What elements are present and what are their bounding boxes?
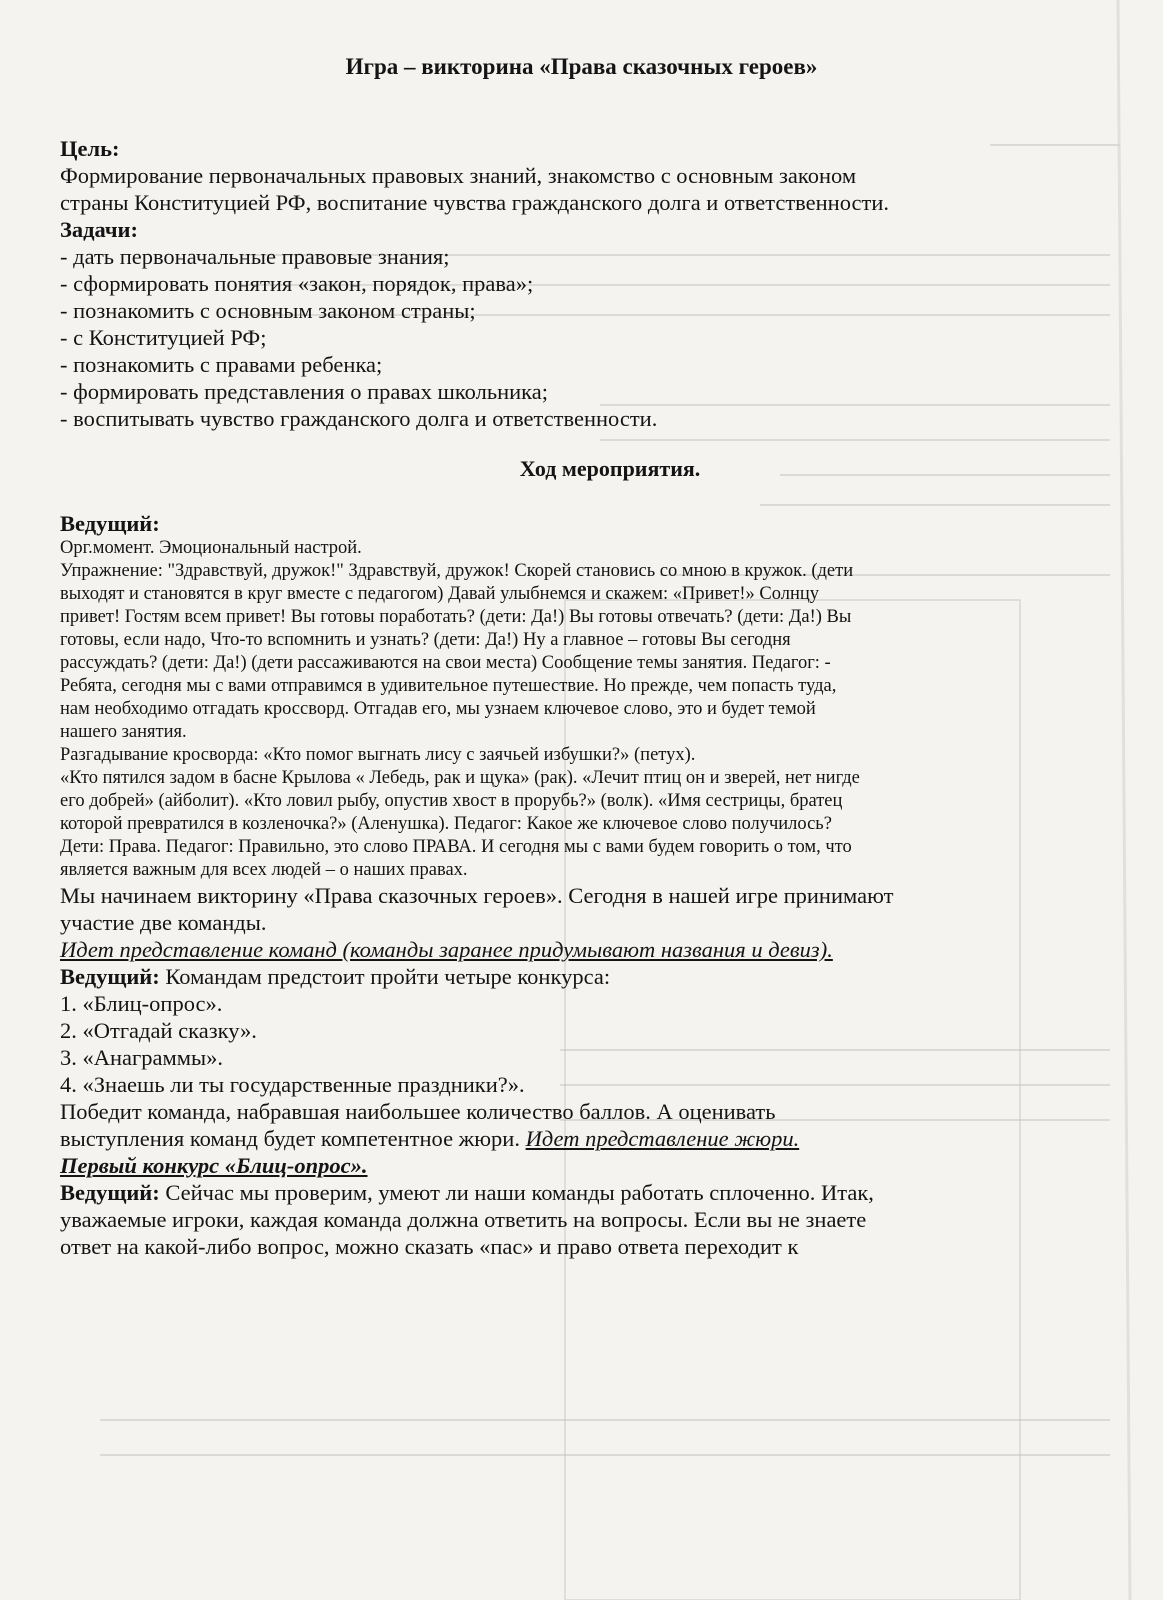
contest-item: 3. «Анаграммы». [60, 1045, 223, 1070]
winner-text: выступления команд будет компетентное жюри. [60, 1126, 526, 1151]
contest-item: 4. «Знаешь ли ты государственные праздники?». [60, 1072, 525, 1097]
script-line: «Кто пятился задом в басне Крылова « Лебедь, рак и щука» (рак). «Лечит птиц он и зверей, нет нигде [60, 768, 860, 788]
contest-item: 1. «Блиц-опрос». [60, 991, 223, 1016]
script-line: является важным для всех людей – о наших правах. [60, 860, 468, 880]
script-line: Орг.момент. Эмоциональный настрой. [60, 538, 362, 558]
goal-heading: Цель: [60, 136, 120, 161]
script-line: выходят и становятся в круг вместе с педагогом) Давай улыбнемся и скажем: «Привет!» Солнцу [60, 584, 820, 604]
script-line: Дети: Права. Педагог: Правильно, это слово ПРАВА. И сегодня мы с вами будем говорить о том, что [60, 837, 852, 857]
host-heading: Ведущий: [60, 511, 160, 536]
goal-line: Формирование первоначальных правовых знаний, знакомство с основным законом [60, 163, 857, 188]
procedure-title: Ход мероприятия. [519, 456, 701, 481]
script-line: рассуждать? (дети: Да!) (дети рассаживаются на свои места) Сообщение темы занятия. Педагог: - [60, 653, 831, 673]
host-heading: Ведущий: [60, 964, 160, 989]
script-line: готовы, если надо, Что-то вспомнить и узнать? (дети: Да!) Ну а главное – готовы Вы сегодня [60, 630, 791, 650]
quiz-intro-line: участие две команды. [60, 910, 267, 935]
host-line: ответ на какой-либо вопрос, можно сказать «пас» и право ответа переходит к [60, 1234, 799, 1259]
page-title: Игра – викторина «Права сказочных героев» [345, 54, 818, 79]
document-body [60, 135, 1120, 1260]
winner-line [60, 1125, 1120, 1152]
host-line [60, 1179, 1120, 1206]
script-line: Разгадывание кросворда: «Кто помог выгнать лису с заячьей избушки?» (петух). [60, 745, 696, 765]
host-text: Сейчас мы проверим, умеют ли наши команды работать сплоченно. Итак, [159, 1180, 874, 1205]
task-item: - познакомить с правами ребенка; [60, 352, 383, 377]
host-line [60, 963, 1120, 990]
script-line: которой превратился в козленочка?» (Аленушка). Педагог: Какое же ключевое слово получилось? [60, 814, 832, 834]
quiz-intro-line: Мы начинаем викторину «Права сказочных героев». Сегодня в нашей игре принимают [60, 883, 894, 908]
script-line: нашего занятия. [60, 722, 187, 742]
goal-line: страны Конституцией РФ, воспитание чувства гражданского долга и ответственности. [60, 190, 890, 215]
script-line: Упражнение: "Здравствуй, дружок!" Здравствуй, дружок! Скорей становись со мною в кружок. (дети [60, 561, 854, 581]
script-line: его добрей» (айболит). «Кто ловил рыбу, опустив хвост в прорубь?» (волк). «Имя сестрицы, братец [60, 791, 843, 811]
teams-note: Идет представление команд (команды заранее придумывают названия и девиз). [60, 937, 833, 962]
jury-note: Идет представление жюри. [525, 1126, 800, 1151]
task-item: - воспитывать чувство гражданского долга и ответственности. [60, 406, 658, 431]
host-line: уважаемые игроки, каждая команда должна ответить на вопросы. Если вы не знаете [60, 1207, 867, 1232]
host-heading: Ведущий: [60, 1180, 160, 1205]
script-line: Ребята, сегодня мы с вами отправимся в удивительное путешествие. Но прежде, чем попасть туда, [60, 676, 837, 696]
script-line: привет! Гостям всем привет! Вы готовы поработать? (дети: Да!) Вы готовы отвечать? (дети: Да!) Вы [60, 607, 852, 627]
task-item: - сформировать понятия «закон, порядок, права»; [60, 271, 534, 296]
tasks-heading: Задачи: [60, 217, 139, 242]
host-text: Командам предстоит пройти четыре конкурса: [159, 964, 611, 989]
task-item: - дать первоначальные правовые знания; [60, 244, 450, 269]
task-item: - формировать представления о правах школьника; [60, 379, 549, 404]
script-line: нам необходимо отгадать кроссворд. Отгадав его, мы узнаем ключевое слово, это и будет темой [60, 699, 816, 719]
contest-item: 2. «Отгадай сказку». [60, 1018, 257, 1043]
winner-line: Победит команда, набравшая наибольшее количество баллов. А оценивать [60, 1099, 776, 1124]
first-contest-heading: Первый конкурс «Блиц-опрос». [60, 1153, 368, 1178]
task-item: - познакомить с основным законом страны; [60, 298, 476, 323]
task-item: - с Конституцией РФ; [60, 325, 267, 350]
